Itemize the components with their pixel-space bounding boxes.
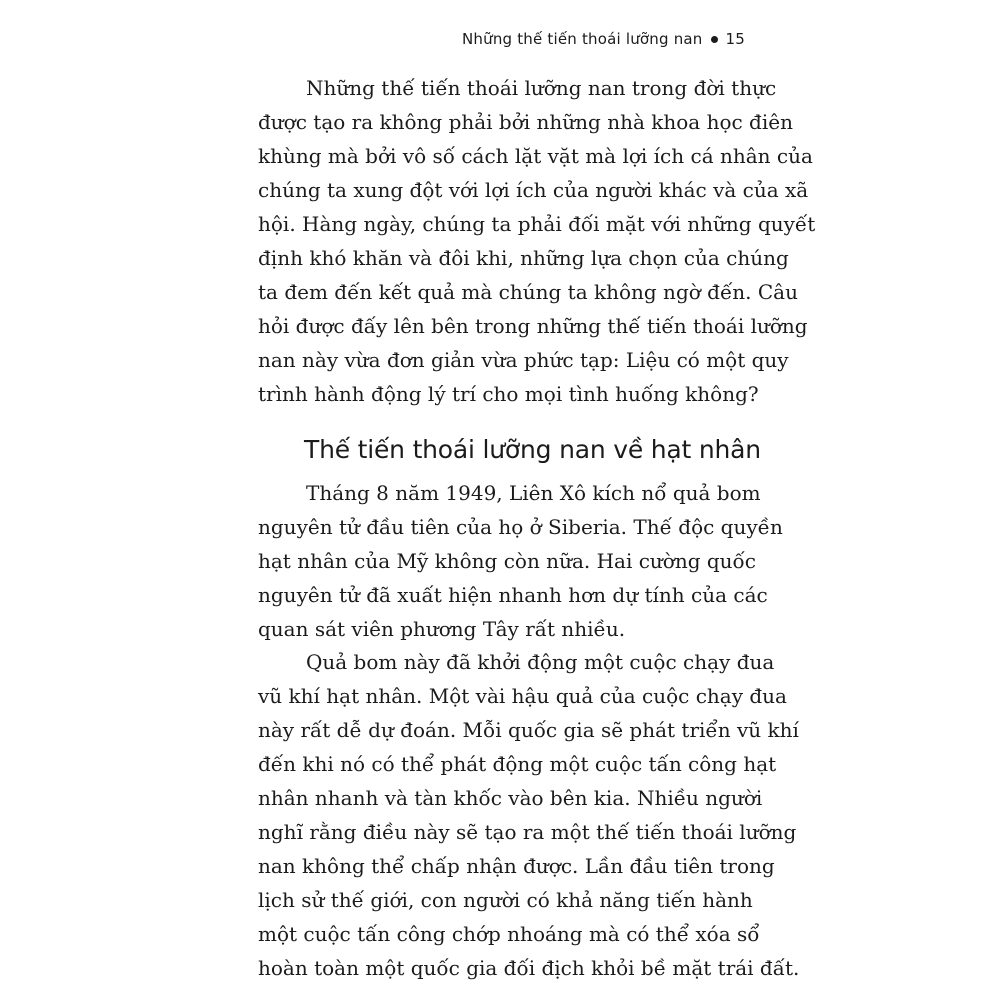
text-line: định khó khăn và đôi khi, những lựa chọn của chúng <box>258 246 789 270</box>
text-line: nghĩ rằng điều này sẽ tạo ra một thế tiến thoái lưỡng <box>258 820 797 844</box>
text-line: hạt nhân của Mỹ không còn nữa. Hai cường quốc <box>258 549 756 573</box>
text-line: nhân nhanh và tàn khốc vào bên kia. Nhiều người <box>258 786 763 810</box>
text-line: nguyên tử đã xuất hiện nhanh hơn dự tính của các <box>258 583 768 607</box>
text-line: quan sát viên phương Tây rất nhiều. <box>258 617 626 641</box>
text-line: vũ khí hạt nhân. Một vài hậu quả của cuộc chạy đua <box>258 684 787 708</box>
text-line: trình hành động lý trí cho mọi tình huống không? <box>258 382 759 406</box>
text-line: nguyên tử đầu tiên của họ ở Siberia. Thế độc quyền <box>258 515 783 539</box>
page-number: 15 <box>725 30 745 48</box>
text-line: một cuộc tấn công chớp nhoáng mà có thể xóa sổ <box>258 922 760 946</box>
text-line: được tạo ra không phải bởi những nhà khoa học điên <box>258 110 793 134</box>
text-line: Tháng 8 năm 1949, Liên Xô kích nổ quả bom <box>306 481 761 505</box>
text-line: hoàn toàn một quốc gia đối địch khỏi bề mặt trái đất. <box>258 956 800 980</box>
running-head <box>462 30 745 48</box>
text-line: này rất dễ dự đoán. Mỗi quốc gia sẽ phát triển vũ khí <box>258 718 799 742</box>
text-line: hội. Hàng ngày, chúng ta phải đối mặt với những quyết <box>258 212 816 236</box>
section-heading: Thế tiến thoái lưỡng nan về hạt nhân <box>304 435 761 464</box>
text-line: Những thế tiến thoái lưỡng nan trong đời thực <box>306 76 777 100</box>
running-head-title: Những thế tiến thoái lưỡng nan <box>461 30 703 48</box>
text-line: đến khi nó có thể phát động một cuộc tấn công hạt <box>258 752 777 776</box>
text-line: nan không thể chấp nhận được. Lần đầu tiên trong <box>258 854 775 878</box>
text-line: ta đem đến kết quả mà chúng ta không ngờ đến. Câu <box>258 280 798 304</box>
text-line: Quả bom này đã khởi động một cuộc chạy đua <box>306 650 775 674</box>
bullet-icon <box>711 36 718 43</box>
text-line: lịch sử thế giới, con người có khả năng tiến hành <box>258 888 753 912</box>
text-line: khùng mà bởi vô số cách lặt vặt mà lợi ích cá nhân của <box>258 144 813 168</box>
text-line: chúng ta xung đột với lợi ích của người khác và của xã <box>258 178 809 202</box>
text-line: nan này vừa đơn giản vừa phức tạp: Liệu có một quy <box>258 348 789 372</box>
text-line: hỏi được đấy lên bên trong những thế tiến thoái lưỡng <box>258 314 808 338</box>
